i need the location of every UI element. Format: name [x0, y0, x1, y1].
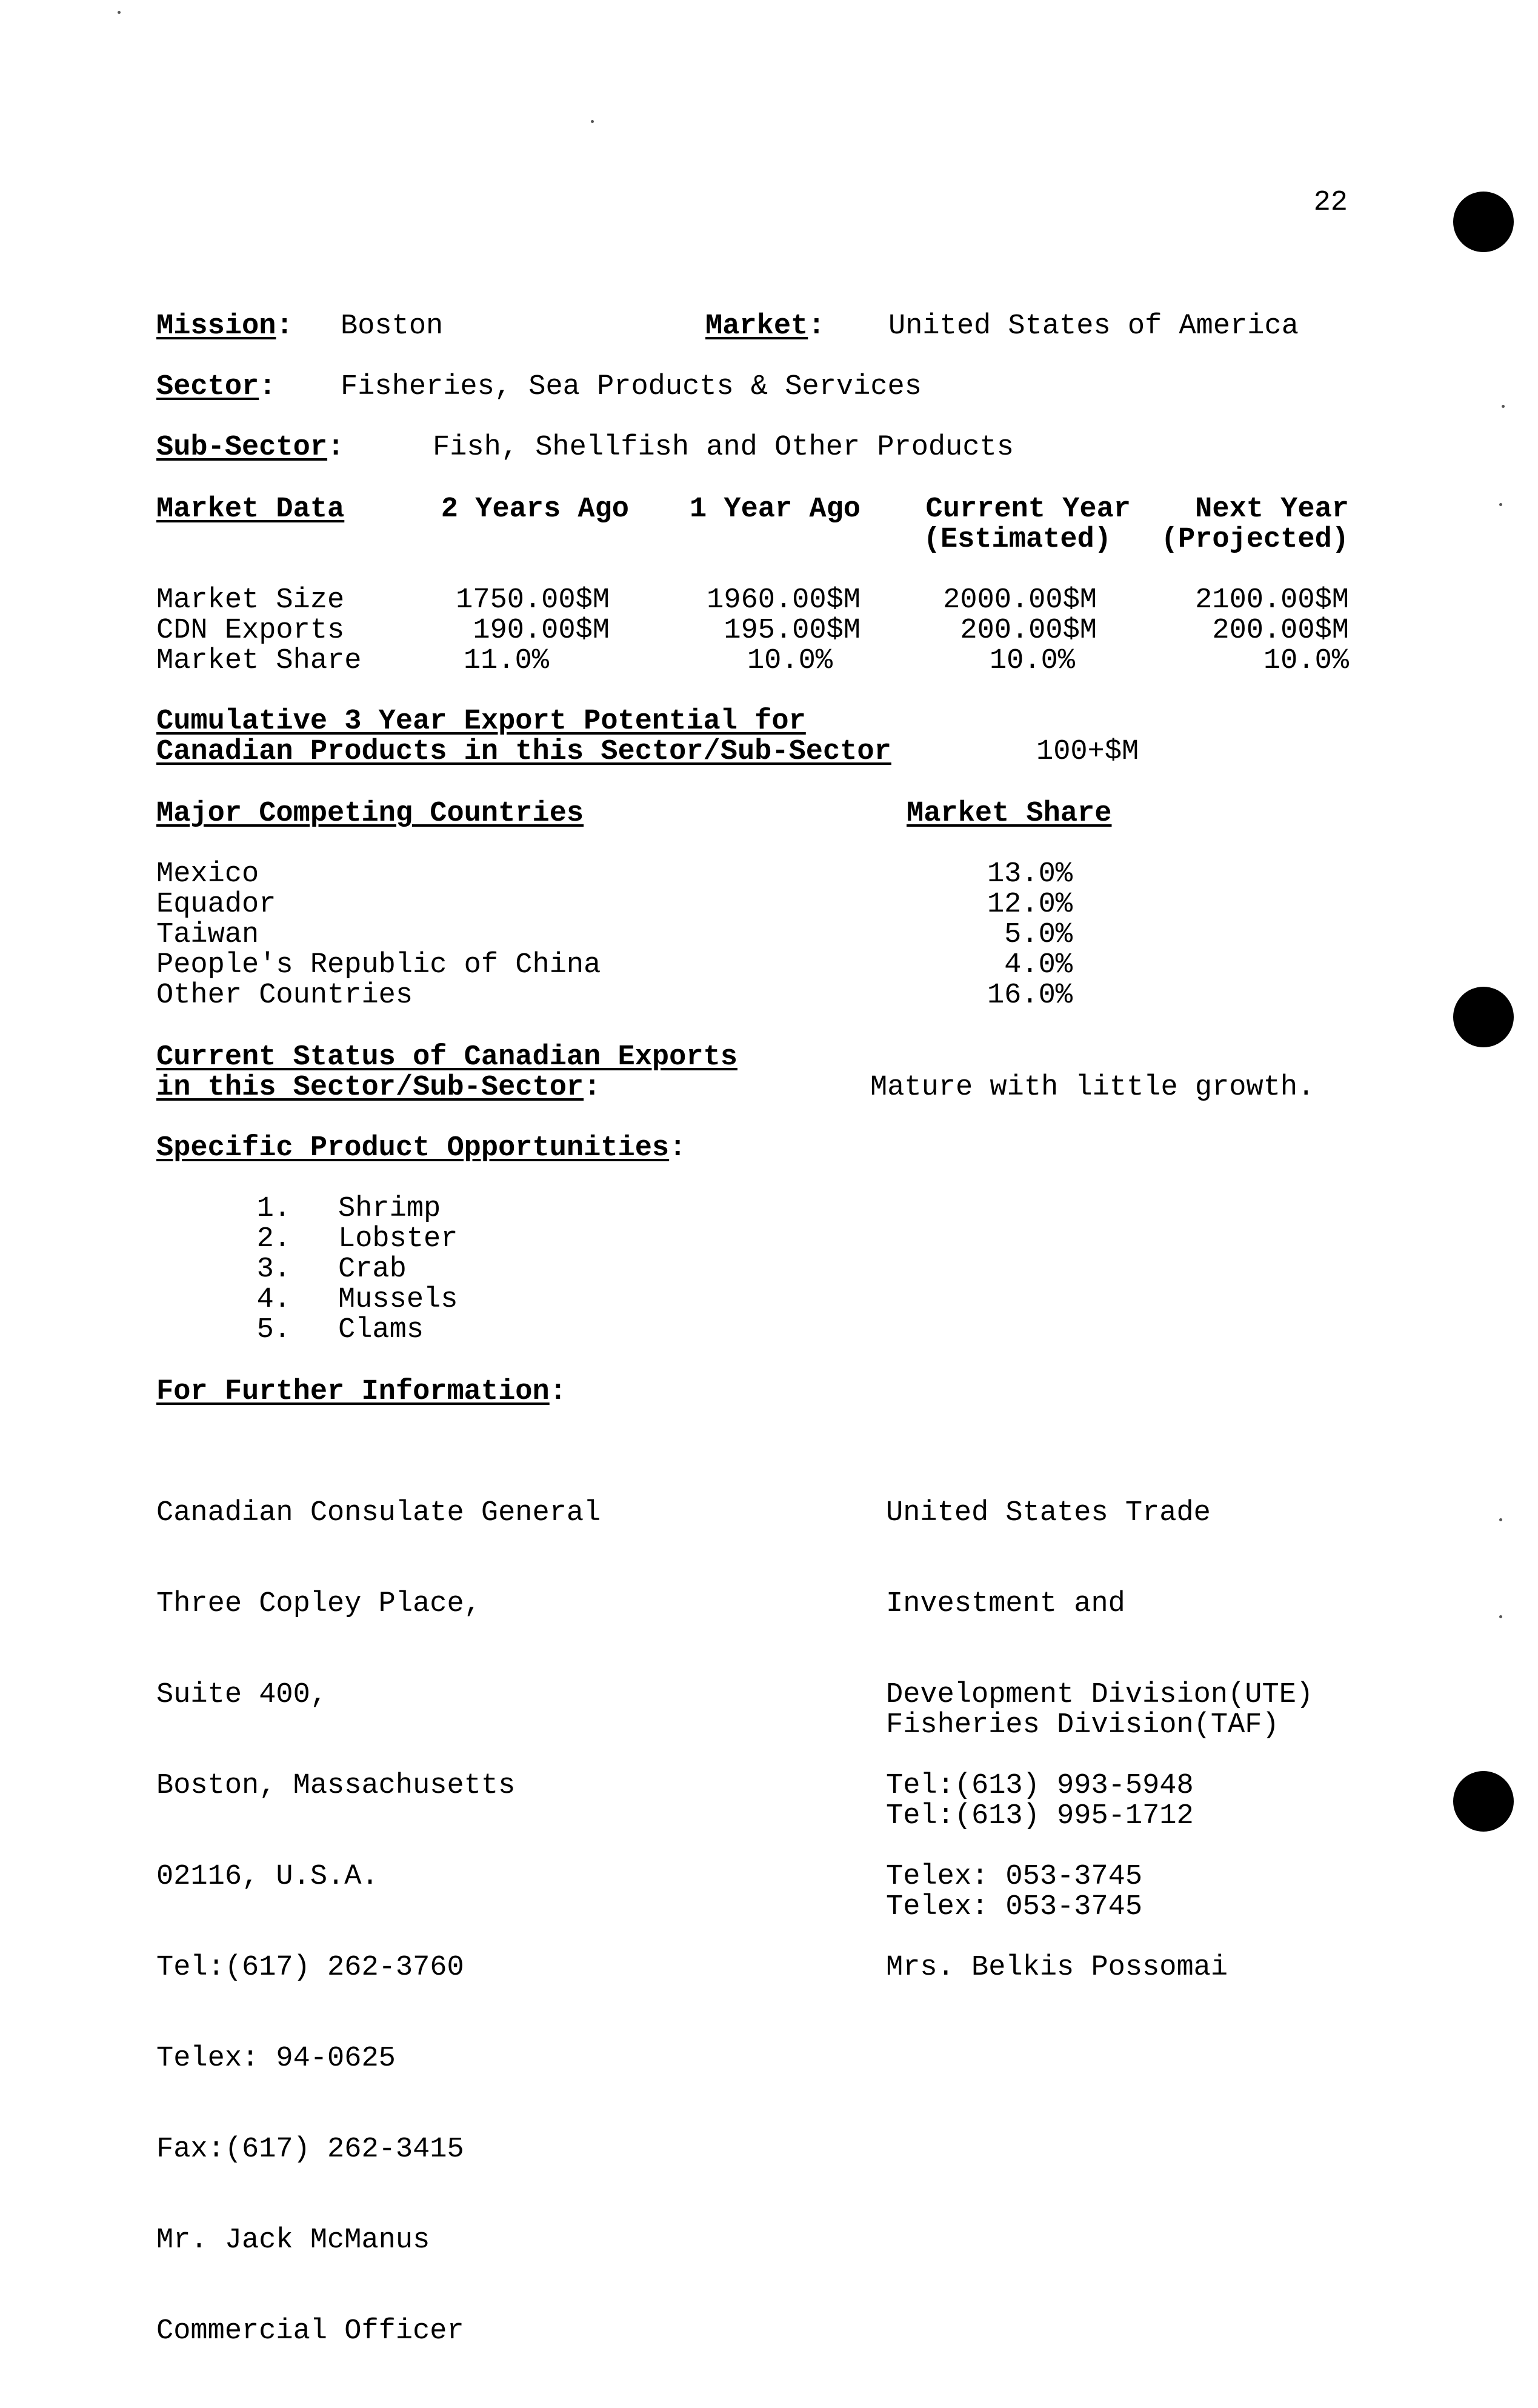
- row-label-cdn-exports: CDN Exports: [156, 615, 345, 647]
- opportunity-number: 5.: [256, 1314, 291, 1346]
- country-name: Equador: [156, 889, 276, 921]
- binder-hole-bottom: [1453, 1771, 1514, 1832]
- contact-line: Tel:(613) 995-1712: [886, 1800, 1194, 1832]
- further-info-header: For Further Information:: [156, 1376, 567, 1408]
- current-status-value: Mature with little growth.: [870, 1072, 1315, 1104]
- scan-speck: [1502, 405, 1505, 408]
- contact-line: Investment and: [886, 1588, 1125, 1620]
- opportunity-number: 3.: [256, 1253, 291, 1286]
- country-share: 5.0%: [1004, 919, 1073, 951]
- opportunity-number: 2.: [256, 1223, 291, 1255]
- scan-speck: [118, 11, 121, 14]
- opportunity-number: 1.: [256, 1193, 291, 1225]
- cell-cdn-exports-2y: 190.00$M: [473, 615, 610, 647]
- contact-line: Telex: 94-0625: [156, 2043, 396, 2075]
- cell-market-share-next: 10.0%: [1263, 645, 1349, 677]
- export-potential-heading-line1: Cumulative 3 Year Export Potential for: [156, 705, 806, 738]
- row-label-market-size: Market Size: [156, 584, 345, 616]
- contact-line: Canadian Consulate General: [156, 1497, 601, 1529]
- sub-sector-label: Sub-Sector:: [156, 432, 345, 464]
- opportunity-item: Lobster: [338, 1223, 458, 1255]
- column-header-current-year: Current Year: [925, 493, 1131, 525]
- opportunities-header: Specific Product Opportunities:: [156, 1132, 687, 1164]
- contact-line: Tel:(613) 993-5948: [886, 1770, 1194, 1802]
- competing-share-header: Market Share: [907, 798, 1112, 830]
- binder-hole-top: [1453, 192, 1514, 252]
- binder-hole-middle: [1453, 987, 1514, 1047]
- scan-speck: [1499, 503, 1502, 506]
- sub-sector-value: Fish, Shellfish and Other Products: [433, 432, 1014, 464]
- sector-value: Fisheries, Sea Products & Services: [341, 371, 922, 403]
- competing-countries-header: Major Competing Countries: [156, 798, 584, 830]
- cell-cdn-exports-1y: 195.00$M: [724, 615, 861, 647]
- current-status-heading-line1: Current Status of Canadian Exports: [156, 1041, 737, 1073]
- cell-market-size-next: 2100.00$M: [1195, 584, 1349, 616]
- scan-speck: [591, 120, 594, 123]
- column-header-next-year-note: (Projected): [1160, 524, 1349, 556]
- opportunity-item: Mussels: [338, 1284, 458, 1316]
- column-header-next-year: Next Year: [1195, 493, 1349, 525]
- contact-line: Mrs. Belkis Possomai: [886, 1952, 1228, 1984]
- contact-line: Development Division(UTE): [886, 1679, 1314, 1711]
- mission-label: Mission:: [156, 310, 293, 342]
- contact-line: Tel:(617) 262-3760: [156, 1952, 464, 1984]
- market-data-header: Market Data: [156, 493, 345, 525]
- country-name: Other Countries: [156, 979, 413, 1012]
- opportunity-item: Shrimp: [338, 1193, 441, 1225]
- country-name: Taiwan: [156, 919, 259, 951]
- column-header-2-years-ago: 2 Years Ago: [441, 493, 629, 525]
- opportunity-item: Crab: [338, 1253, 407, 1286]
- contact-line: Mr. Jack McManus: [156, 2224, 430, 2256]
- export-potential-value: 100+$M: [1036, 736, 1139, 768]
- contact-left-block: [156, 1438, 601, 2407]
- contact-right-block-fisheries: [886, 1650, 1279, 1983]
- cell-cdn-exports-current: 200.00$M: [960, 615, 1097, 647]
- cell-cdn-exports-next: 200.00$M: [1212, 615, 1349, 647]
- cell-market-share-1y: 10.0%: [747, 645, 833, 677]
- cell-market-share-2y: 11.0%: [463, 645, 549, 677]
- contact-line: 02116, U.S.A.: [156, 1861, 379, 1893]
- row-label-market-share: Market Share: [156, 645, 362, 677]
- cell-market-size-current: 2000.00$M: [943, 584, 1097, 616]
- opportunity-item: Clams: [338, 1314, 424, 1346]
- page-number: 22: [1313, 187, 1348, 219]
- scan-speck: [1499, 1615, 1502, 1618]
- country-share: 16.0%: [987, 979, 1073, 1012]
- column-header-1-year-ago: 1 Year Ago: [689, 493, 861, 525]
- contact-line: Commercial Officer: [156, 2315, 464, 2347]
- cell-market-size-2y: 1750.00$M: [456, 584, 610, 616]
- country-name: People's Republic of China: [156, 949, 601, 981]
- country-share: 12.0%: [987, 889, 1073, 921]
- contact-line: Fax:(617) 262-3415: [156, 2133, 464, 2166]
- market-value: United States of America: [888, 310, 1299, 342]
- contact-line: Telex: 053-3745: [886, 1861, 1143, 1893]
- sector-label: Sector:: [156, 371, 276, 403]
- country-name: Mexico: [156, 858, 259, 890]
- country-share: 13.0%: [987, 858, 1073, 890]
- contact-line: Suite 400,: [156, 1679, 328, 1711]
- scan-speck: [1499, 1518, 1502, 1521]
- cell-market-share-current: 10.0%: [989, 645, 1075, 677]
- contact-line: United States Trade: [886, 1497, 1211, 1529]
- market-label: Market:: [705, 310, 825, 342]
- contact-line: Boston, Massachusetts: [156, 1770, 516, 1802]
- opportunity-number: 4.: [256, 1284, 291, 1316]
- column-header-current-year-note: (Estimated): [923, 524, 1111, 556]
- cell-market-size-1y: 1960.00$M: [707, 584, 861, 616]
- contact-line: Three Copley Place,: [156, 1588, 481, 1620]
- contact-line: Telex: 053-3745: [886, 1891, 1143, 1923]
- country-share: 4.0%: [1004, 949, 1073, 981]
- current-status-heading-line2: in this Sector/Sub-Sector:: [156, 1072, 601, 1104]
- mission-value: Boston: [341, 310, 444, 342]
- export-potential-heading-line2: Canadian Products in this Sector/Sub-Sector: [156, 736, 891, 768]
- contact-line: Fisheries Division(TAF): [886, 1709, 1279, 1741]
